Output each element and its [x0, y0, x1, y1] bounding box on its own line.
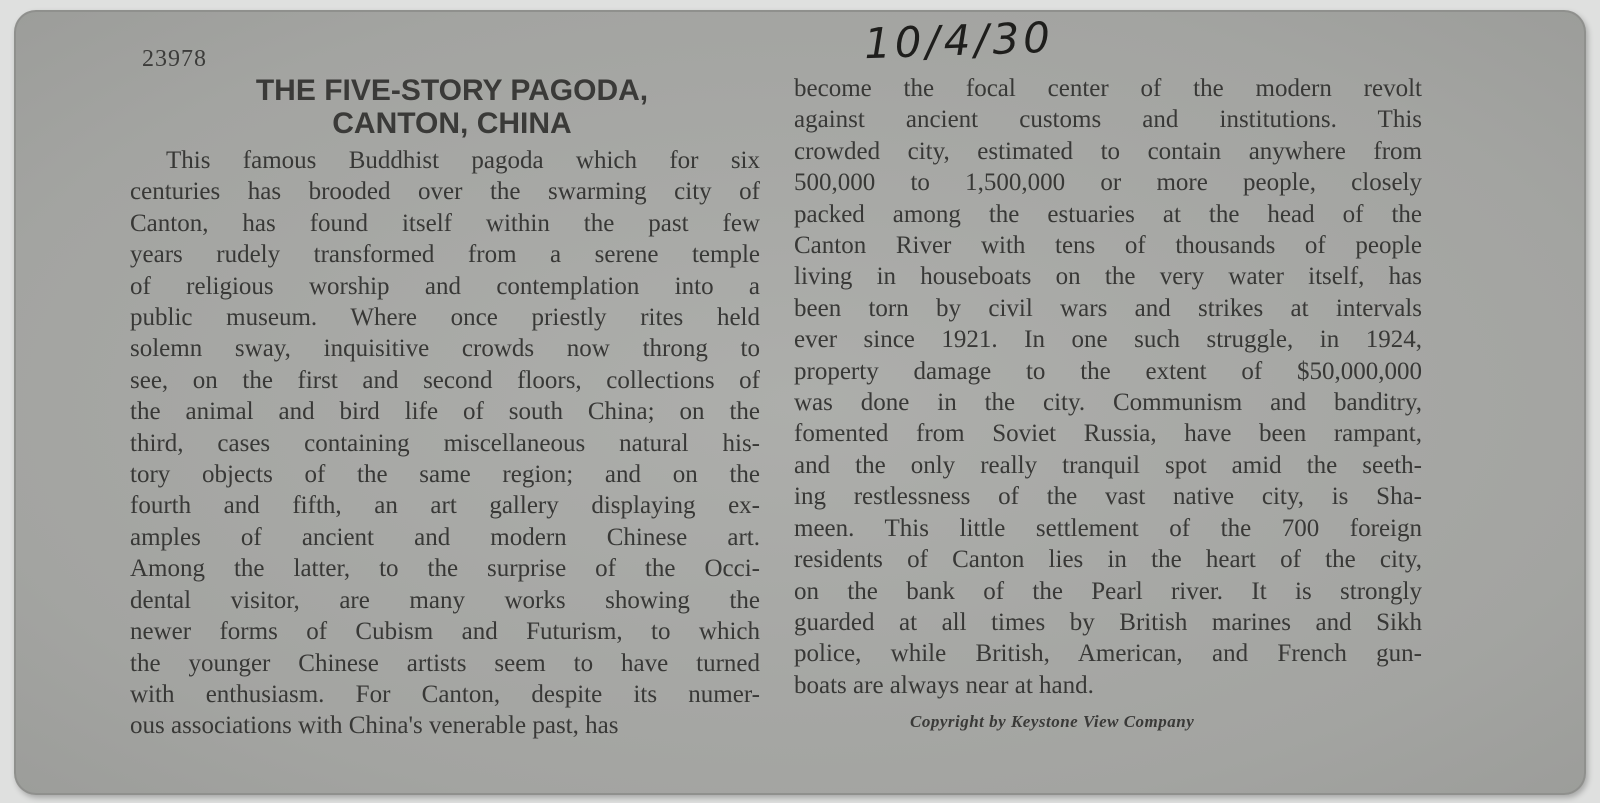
handwritten-date: 10/4/30 [863, 12, 1055, 69]
left_column-line: centuries has brooded over the swarming city of [130, 178, 760, 206]
right_column-line: meen. This little settlement of the 700 foreign [794, 514, 1422, 542]
right-text-column [794, 73, 1422, 701]
left_column-line: dental visitor, are many works showing the [130, 586, 760, 614]
right_column-line: property damage to the extent of $50,000,000 [794, 357, 1422, 385]
right_column-line: was done in the city. Communism and banditry, [794, 389, 1422, 417]
left_column-line: public museum. Where once priestly rites held [130, 304, 760, 332]
right_column-line: on the bank of the Pearl river. It is strongly [794, 577, 1422, 605]
right_column-line: living in houseboats on the very water itself, has [794, 263, 1422, 291]
left_column-line: the younger Chinese artists seem to have turned [130, 649, 760, 677]
left_column-line: This famous Buddhist pagoda which for six [166, 147, 760, 174]
left_column-line: years rudely transformed from a serene temple [130, 241, 760, 269]
right_column-line: and the only really tranquil spot amid the seeth- [794, 451, 1422, 479]
right_column-line: boats are always near at hand. [794, 671, 1094, 699]
right_column-line: ever since 1921. In one such struggle, in 1924, [794, 326, 1422, 354]
stereoview-card-back [14, 10, 1586, 795]
right_column-line: fomented from Soviet Russia, have been rampant, [794, 420, 1422, 448]
left_column-line: the animal and bird life of south China; on the [130, 398, 760, 426]
right_column-line: packed among the estuaries at the head of the [794, 200, 1422, 228]
right_column-line: against ancient customs and institutions. This [794, 106, 1422, 134]
right_column-line: police, while British, American, and French gun- [794, 640, 1422, 668]
left_column-line: see, on the first and second floors, collections of [130, 366, 760, 394]
card-title [132, 74, 772, 140]
catalog-number: 23978 [142, 46, 207, 72]
right_column-line: Canton River with tens of thousands of people [794, 232, 1422, 260]
right_column-line: crowded city, estimated to contain anywhere from [794, 137, 1422, 165]
left_column-line: with enthusiasm. For Canton, despite its numer- [130, 680, 760, 708]
left_column-line: tory objects of the same region; and on the [130, 461, 760, 489]
left_column-line: Canton, has found itself within the past few [130, 209, 760, 237]
left_column-line: third, cases containing miscellaneous natural his- [130, 429, 760, 457]
left-text-column [130, 145, 760, 742]
left_column-line: of religious worship and contemplation into a [130, 272, 760, 300]
right_column-line: ing restlessness of the vast native city, is Sha- [794, 483, 1422, 511]
right_column-line: become the focal center of the modern revolt [794, 75, 1422, 102]
left_column-line: ous associations with China's venerable past, has [130, 712, 619, 740]
title-line-2: CANTON, CHINA [332, 107, 572, 140]
left_column-line: newer forms of Cubism and Futurism, to which [130, 618, 760, 646]
right_column-line: 500,000 to 1,500,000 or more people, closely [794, 169, 1422, 197]
right_column-line: been torn by civil wars and strikes at intervals [794, 294, 1422, 322]
copyright-notice: Copyright by Keystone View Company [910, 712, 1195, 731]
left_column-line: solemn sway, inquisitive crowds now throng to [130, 335, 760, 363]
right_column-line: guarded at all times by British marines and Sikh [794, 608, 1422, 636]
title-line-1: THE FIVE-STORY PAGODA, [255, 74, 649, 107]
right_column-line: residents of Canton lies in the heart of the city, [794, 546, 1422, 574]
left_column-line: amples of ancient and modern Chinese art. [130, 523, 760, 551]
left_column-line: fourth and fifth, an art gallery displaying ex- [130, 492, 760, 520]
left_column-line: Among the latter, to the surprise of the Occi- [130, 555, 760, 583]
